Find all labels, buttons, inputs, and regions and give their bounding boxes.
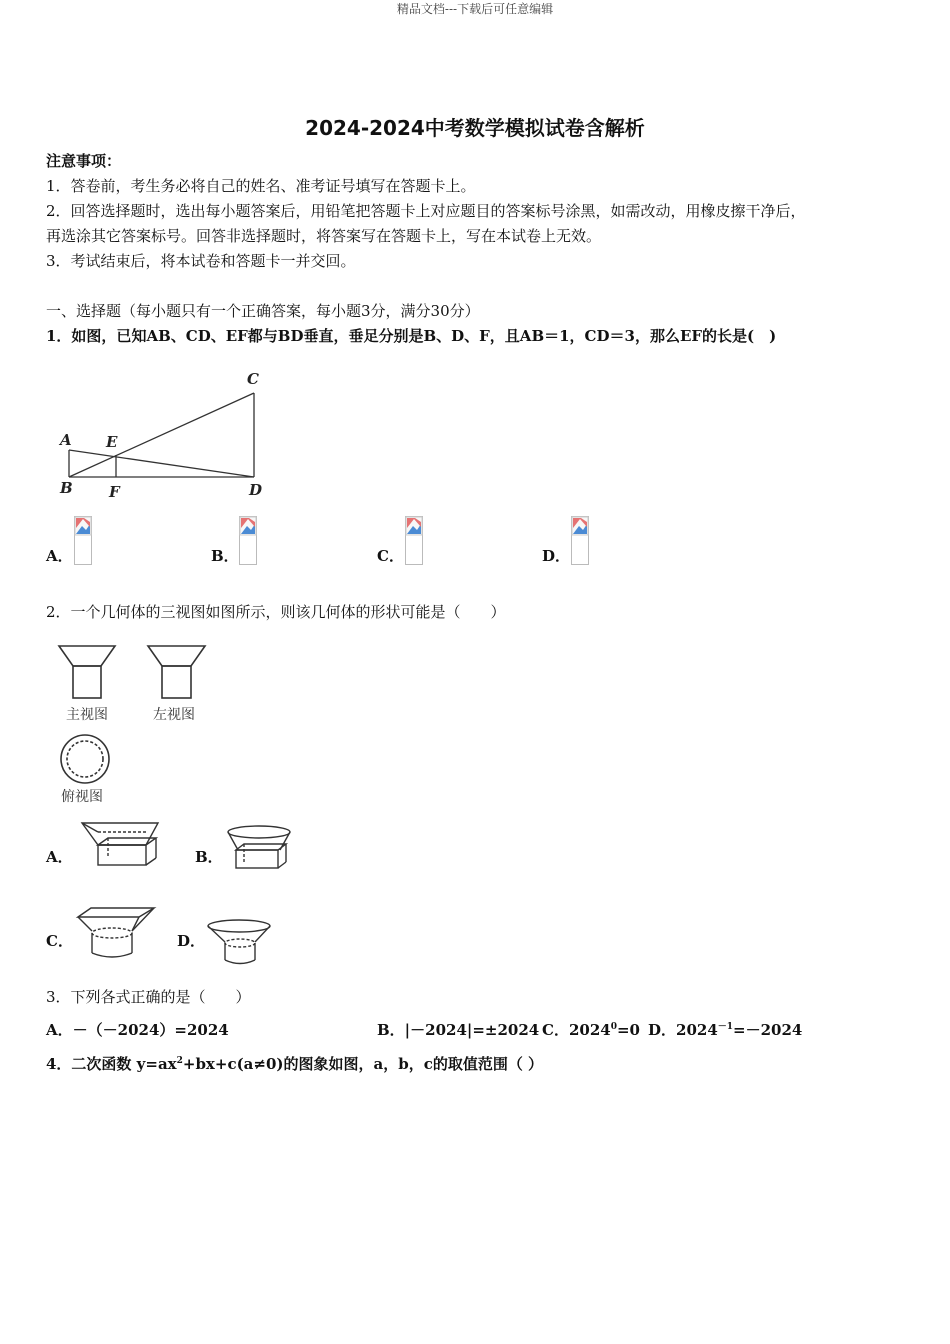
q3-option-c[interactable] [542, 1021, 640, 1039]
left-view-trapezoid [148, 646, 205, 666]
q2-text: 2．一个几何体的三视图如图所示，则该几何体的形状可能是（ ） [46, 603, 506, 621]
top-view-outer-circle [61, 735, 109, 783]
q2-option-c-figure [76, 905, 158, 963]
q3-option-d-base: D．2024 [648, 1021, 718, 1039]
front-view-rect [73, 666, 101, 698]
q3-option-b[interactable]: B．|－2024|=±2024 [377, 1021, 540, 1039]
q4-exponent: 2 [176, 1056, 183, 1066]
front-view-caption: 主视图 [66, 707, 108, 723]
section-heading: 一、选择题（每小题只有一个正确答案，每小题3分，满分30分） [46, 302, 480, 320]
top-view-inner-circle [67, 741, 103, 777]
q3-option-d-rest: =－2024 [733, 1021, 803, 1039]
q4-text-start: 4．二次函数 y=ax [46, 1055, 177, 1073]
notice-heading: 注意事项： [46, 152, 122, 170]
q2-option-a[interactable]: A． [46, 848, 73, 866]
q1-option-b[interactable]: B． [211, 547, 239, 565]
notice-item-3: 3．考试结束后，将本试卷和答题卡一并交回。 [46, 252, 356, 270]
q4-text [46, 1055, 543, 1073]
q4-text-end: +bx+c(a≠0)的图象如图，a，b，c的取值范围（ ） [182, 1055, 544, 1073]
line-ad [69, 450, 254, 477]
q3-text: 3．下列各式正确的是（ ） [46, 988, 251, 1006]
q2-option-b[interactable]: B． [195, 848, 223, 866]
label-e: E [106, 433, 118, 451]
q2-option-a-figure [80, 820, 162, 872]
top-view-caption: 俯视图 [61, 789, 103, 805]
q1-option-d[interactable]: D． [542, 547, 571, 565]
q3-option-a[interactable]: A．－（－2024）=2024 [46, 1021, 229, 1039]
q3-option-d-exponent: －1 [717, 1022, 734, 1032]
q2-option-d-figure [205, 918, 273, 970]
page-header: 精品文档---下载后可任意编辑 [396, 2, 554, 16]
q1-option-a[interactable]: A． [46, 547, 73, 565]
label-f: F [109, 483, 120, 501]
q2-three-views [55, 642, 225, 812]
q3-option-c-base: C．2024 [542, 1021, 611, 1039]
q3-option-c-rest: =0 [616, 1021, 640, 1039]
q1-option-c[interactable]: C． [377, 547, 404, 565]
broken-image-icon [74, 516, 92, 566]
q1-text: 1．如图，已知AB、CD、EF都与BD垂直，垂足分别是B、D、F，且AB＝1，CD＝3，那么EF的长是( ) [46, 327, 777, 345]
broken-image-icon [239, 516, 257, 566]
q2-option-b-figure [226, 824, 294, 874]
notice-item-1: 1．答卷前，考生务必将自己的姓名、准考证号填写在答题卡上。 [46, 177, 476, 195]
q2-option-d[interactable]: D． [177, 932, 206, 950]
q2-option-c[interactable]: C． [46, 932, 73, 950]
label-a: A [60, 431, 72, 449]
front-view-trapezoid [59, 646, 115, 666]
q1-figure [55, 360, 275, 505]
label-d: D [249, 481, 263, 499]
notice-item-2b: 再选涂其它答案标号。回答非选择题时，将答案写在答题卡上，写在本试卷上无效。 [46, 227, 602, 245]
broken-image-icon [405, 516, 423, 566]
q3-option-d[interactable] [648, 1021, 802, 1039]
left-view-rect [162, 666, 191, 698]
broken-image-icon [571, 516, 589, 566]
label-b: B [60, 479, 73, 497]
page-title: 2024-2024中考数学模拟试卷含解析 [305, 116, 645, 140]
line-bc [69, 393, 254, 477]
label-c: C [247, 370, 259, 388]
left-view-caption: 左视图 [153, 707, 195, 723]
notice-item-2a: 2．回答选择题时，选出每小题答案后，用铅笔把答题卡上对应题目的答案标号涂黑，如需改动，用橡皮擦干净后， [46, 202, 806, 220]
q3-option-c-exponent: 0 [610, 1022, 617, 1032]
